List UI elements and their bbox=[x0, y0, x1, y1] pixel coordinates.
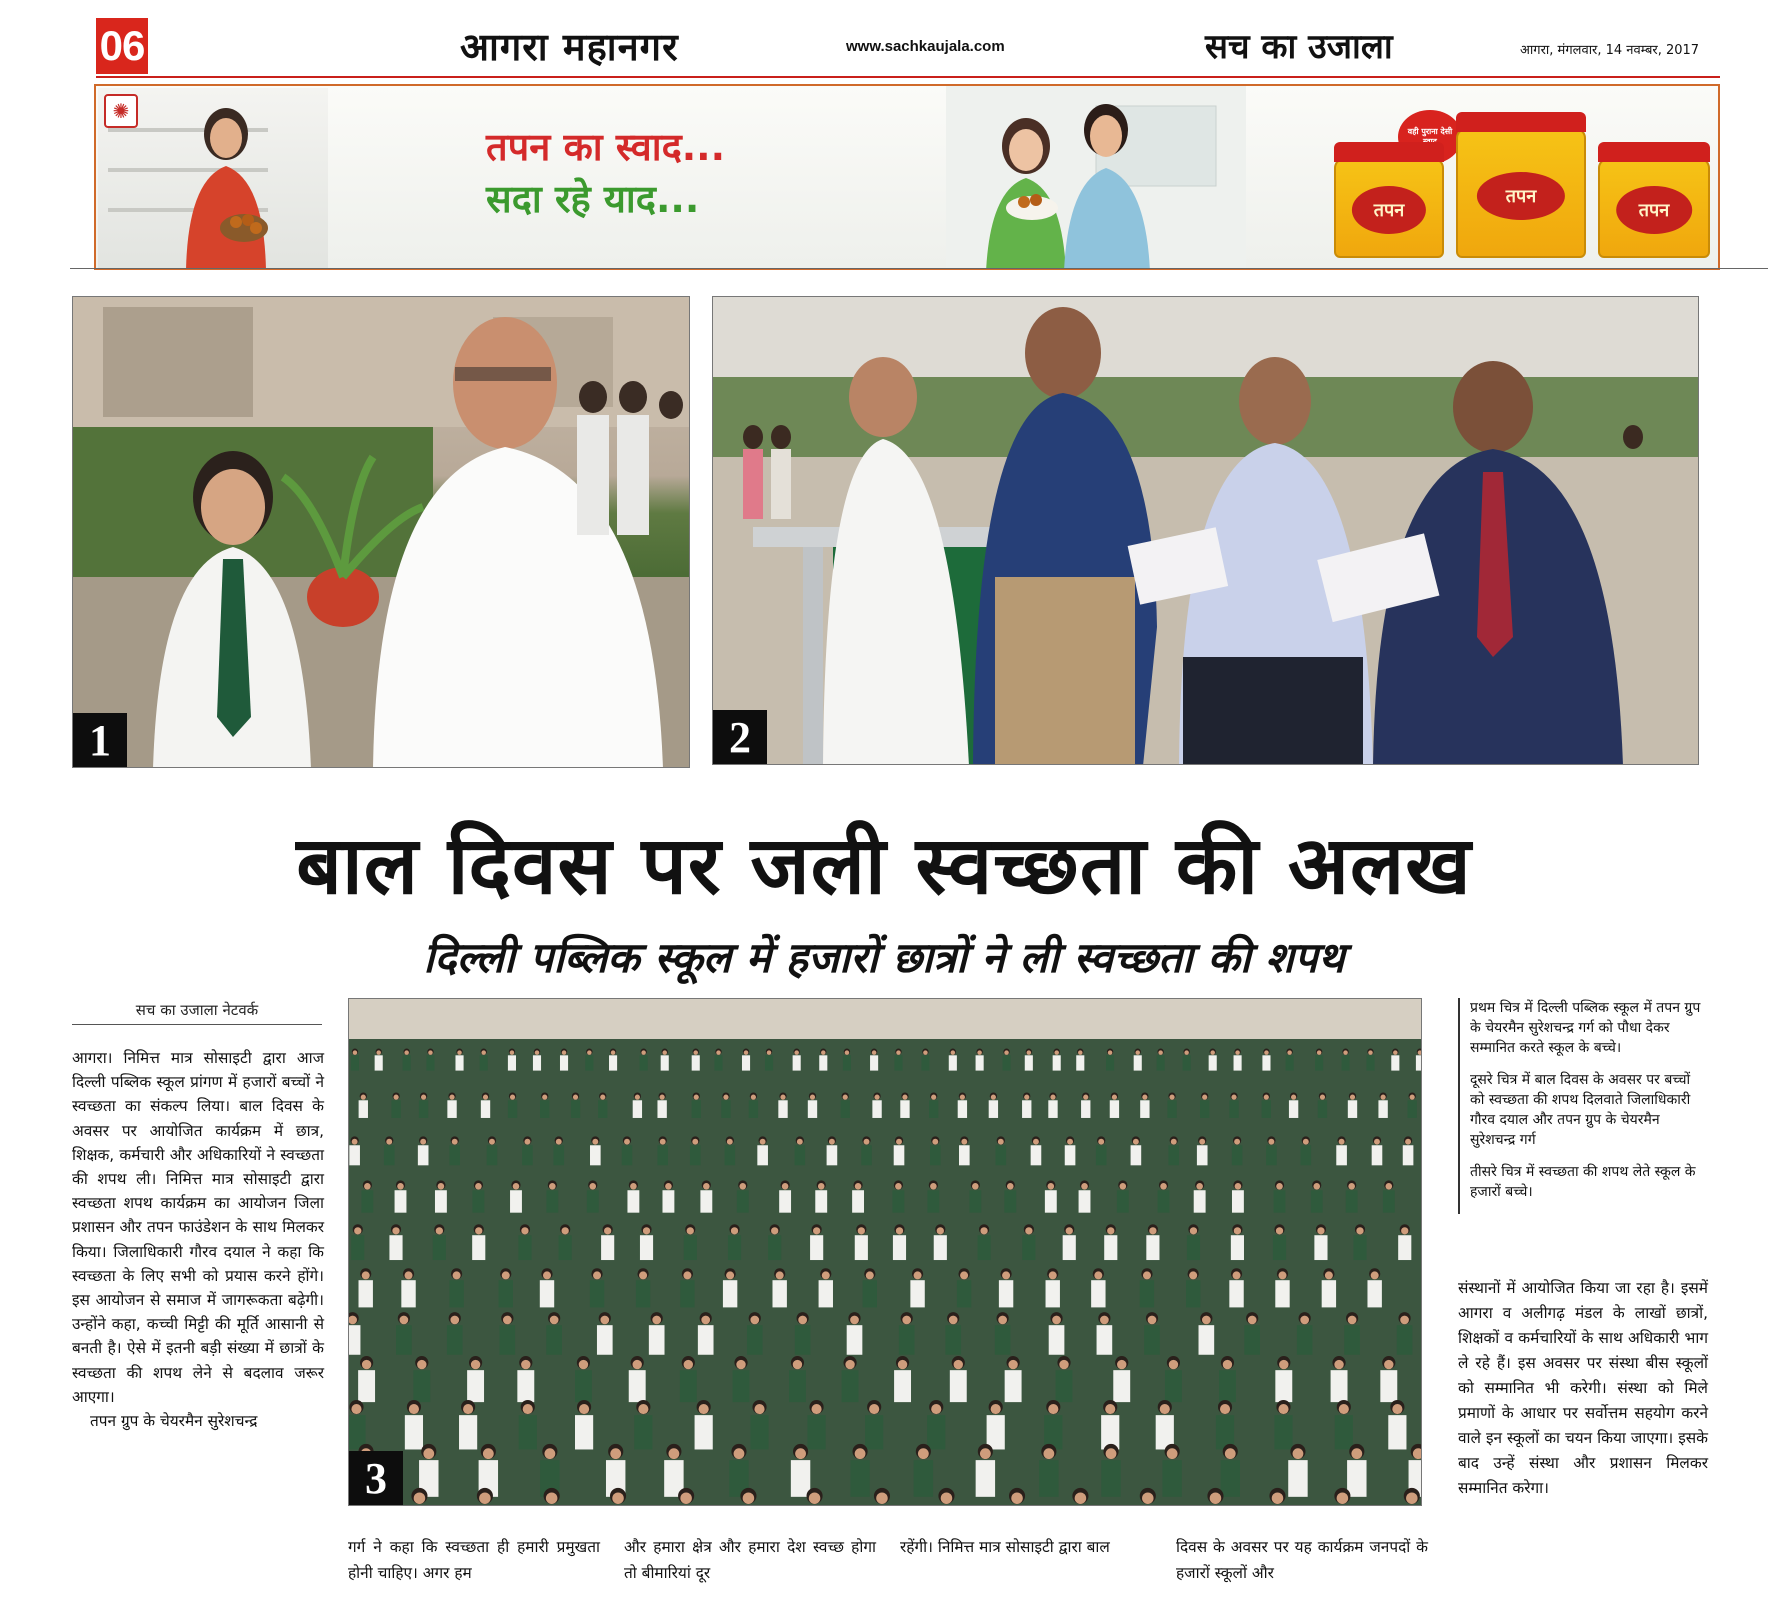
photo-students-pledge-image bbox=[349, 999, 1422, 1506]
ad-product-jar bbox=[1598, 158, 1710, 258]
photo-caption: प्रथम चित्र में दिल्ली पब्लिक स्कूल में तपन ग्रुप के चेयरमैन सुरेशचन्द्र गर्ग को पौधा देकर सम्मानित करते स्कूल के बच्चे। bbox=[1470, 1000, 1701, 1056]
article-column-bottom: दिवस के अवसर पर यह कार्यक्रम जनपदों के हजारों स्कूलों और bbox=[1176, 1538, 1428, 1582]
photo-captions bbox=[1458, 998, 1702, 1214]
article-column-right: संस्थानों में आयोजित किया जा रहा है। इसमें आगरा व अलीगढ़ मंडल के लाखों छात्रों, शिक्षकों व कर्मचारियों के साथ अधिकारी भाग ले रहे हैं। इस अवसर पर संस्था बीस स्कूलों को सम्मानित भी करेगी। संस्था को मिले प्रमाणों के आधार पर सर्वोत्तम सहयोग करने वाले इन स्कूलों का चयन किया जाएगा। इसके बाद उन्हें संस्था और प्रशासन मिलकर सम्मानित करेगा। bbox=[1458, 1279, 1708, 1497]
article-column-bottom: गर्ग ने कहा कि स्वच्छता ही हमारी प्रमुखता होनी चाहिए। अगर हम bbox=[348, 1538, 600, 1582]
ad-product-jar bbox=[1334, 158, 1444, 258]
photo-number-badge: 1 bbox=[73, 713, 127, 767]
ad-tagline-secondary: सदा रहे याद... bbox=[486, 177, 700, 221]
section-title: आगरा महानगर bbox=[460, 25, 679, 69]
advertisement-rule bbox=[70, 268, 1768, 269]
article-column-bottom: रहेंगी। निमित्त मात्र सोसाइटी द्वारा बाल bbox=[900, 1538, 1110, 1556]
ad-jar-label: तपन bbox=[1477, 172, 1565, 220]
photo-number-badge: 2 bbox=[713, 710, 767, 764]
dateline: आगरा, मंगलवार, 14 नवम्बर, 2017 bbox=[1520, 43, 1700, 58]
photo-pledge-officials-image bbox=[713, 297, 1699, 765]
photo-pledge-officials bbox=[712, 296, 1699, 765]
article-subheadline: दिल्ली पब्लिक स्कूल में हजारों छात्रों ने ली स्वच्छता की शपथ bbox=[423, 933, 1345, 982]
ad-desi-badge: वही पुराना देसी bbox=[1398, 110, 1462, 164]
article-paragraph: आगरा। निमित्त मात्र सोसाइटी द्वारा आज दिल्ली पब्लिक स्कूल प्रांगण में हजारों बच्चों ने स्वच्छता का संकल्प लिया। बाल दिवस के अवसर पर आयोजित कार्यक्रम में छात्र, शिक्षक, कर्मचारी और अधिकारियों ने स्वच्छता की शपथ ली। निमित्त मात्र सोसाइटी द्वारा स्वच्छता शपथ कार्यक्रम का आयोजन जिला प्रशासन और तपन फाउंडेशन के साथ मिलकर किया। जिलाधिकारी गौरव दयाल ने कहा कि स्वच्छता के लिए सभी को प्रयास करने होंगे। इस आयोजन से समाज में जागरूकता बढ़ेगी। उन्होंने कहा, कच्ची मिट्टी की मूर्ति आसानी से बनती है। ऐसे में इतनी बड़ी संख्या में छात्रों के स्वच्छता की शपथ लेने से बदलाव जरूर आएगा। bbox=[72, 1049, 324, 1406]
article-paragraph: तपन ग्रुप के चेयरमैन सुरेशचन्द्र bbox=[90, 1412, 258, 1431]
photo-number-badge: 3 bbox=[349, 1451, 403, 1505]
ad-couple-figure bbox=[946, 86, 1246, 270]
article-column-bottom: और हमारा क्षेत्र और हमारा देश स्वच्छ होगा तो बीमारियां दूर bbox=[624, 1538, 876, 1582]
ad-woman-figure bbox=[166, 100, 286, 270]
ad-jar-label: तपन bbox=[1352, 186, 1426, 234]
photo-plant-felicitation-image bbox=[73, 297, 690, 768]
advertisement-banner bbox=[94, 84, 1720, 270]
masthead-rule bbox=[96, 76, 1720, 78]
photo-plant-felicitation bbox=[72, 296, 690, 768]
ad-product-jar bbox=[1456, 128, 1586, 258]
ad-tagline-primary: तपन का स्वाद... bbox=[486, 125, 726, 169]
photo-students-pledge bbox=[348, 998, 1422, 1506]
ad-brand-logo-icon: ✺ bbox=[104, 94, 138, 128]
photo-caption: तीसरे चित्र में स्वच्छता की शपथ लेते स्कूल के हजारों बच्चे। bbox=[1470, 1164, 1696, 1200]
photo-caption: दूसरे चित्र में बाल दिवस के अवसर पर बच्चों को स्वच्छता की शपथ दिलवाते जिलाधिकारी गौरव दयाल और तपन ग्रुप के चेयरमैन सुरेशचन्द्र गर्ग bbox=[1470, 1072, 1691, 1148]
article-column-left bbox=[72, 1046, 324, 1433]
page-number: 06 bbox=[96, 18, 148, 74]
article-headline: बाल दिवस पर जली स्वच्छता की अलख bbox=[296, 819, 1472, 912]
website-url[interactable]: www.sachkaujala.com bbox=[846, 38, 1005, 55]
ad-jar-label: तपन bbox=[1616, 186, 1692, 234]
newspaper-name: सच का उजाला bbox=[1205, 27, 1393, 67]
byline: सच का उजाला नेटवर्क bbox=[72, 1000, 322, 1025]
